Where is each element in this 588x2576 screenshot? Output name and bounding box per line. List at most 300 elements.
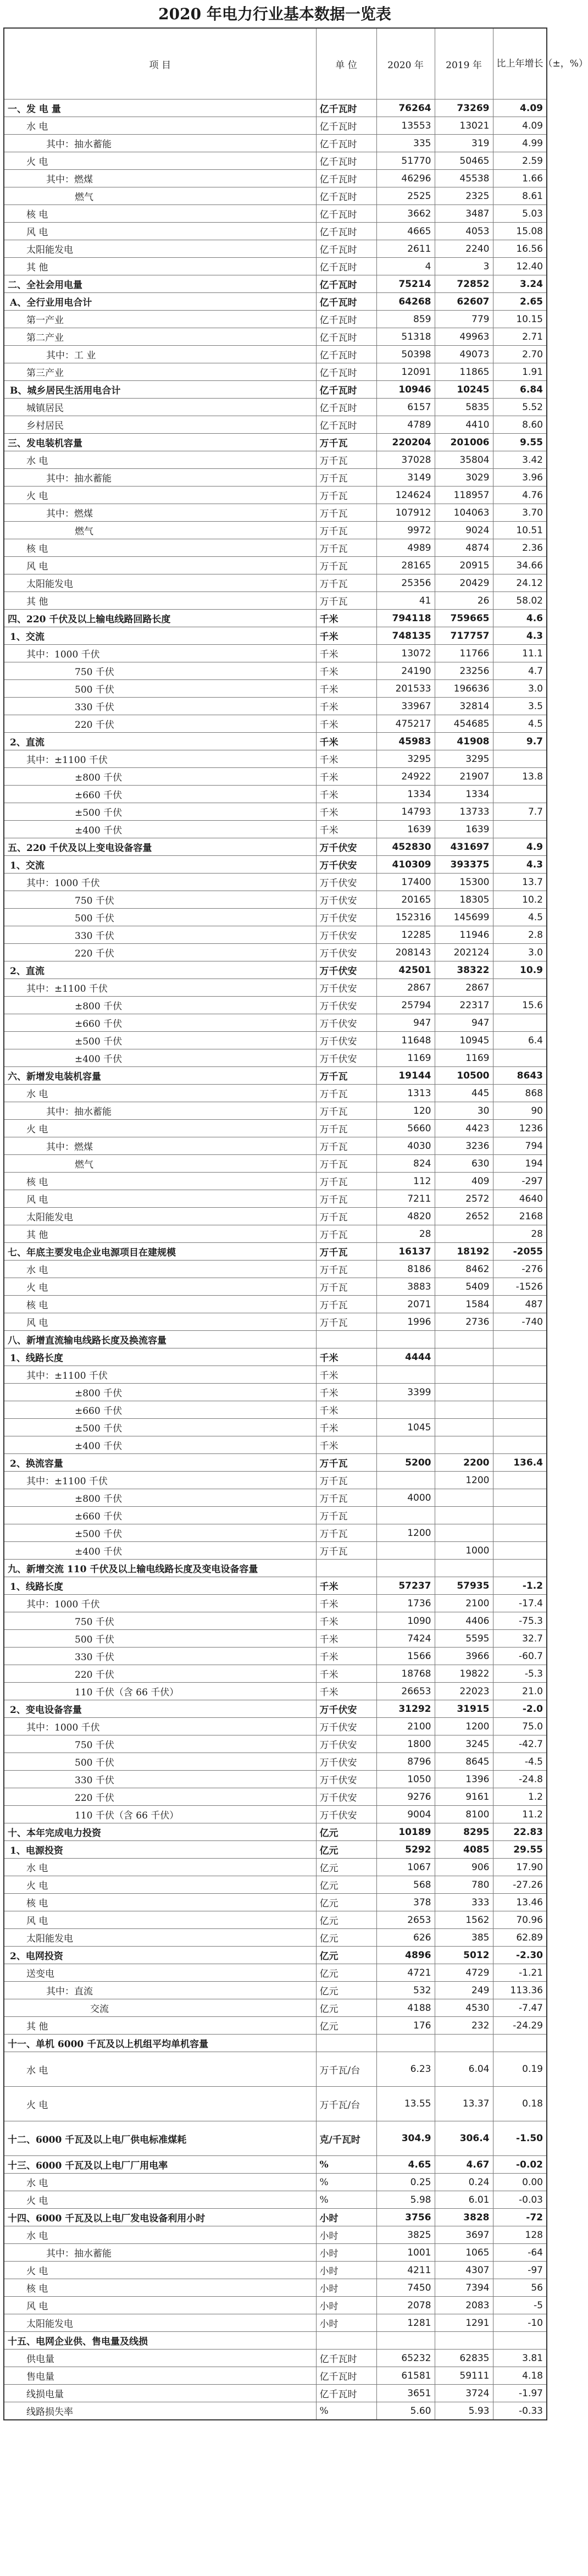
row-growth: -7.47 [493, 1999, 547, 2017]
row-label: ±800 千伏 [4, 997, 316, 1014]
row-label: 火 电 [4, 487, 316, 504]
table-row [4, 381, 547, 399]
row-label: 风 电 [4, 1190, 316, 1208]
row-unit: 亿元 [316, 1982, 376, 1999]
row-label: 其中：工 业 [4, 346, 316, 363]
row-unit: 万千伏安 [316, 909, 376, 926]
row-value-2019 [435, 1436, 493, 1454]
row-label: 水 电 [4, 1085, 316, 1102]
row-label: 燃气 [4, 522, 316, 539]
header-item: 项 目 [4, 28, 316, 99]
row-label: 水 电 [4, 2174, 316, 2191]
row-value-2020: 947 [376, 1014, 435, 1032]
table-row [4, 856, 547, 874]
row-value-2020: 0.25 [376, 2174, 435, 2191]
row-growth: -64 [493, 2244, 547, 2262]
row-label: 其中：1000 千伏 [4, 1718, 316, 1735]
table-row [4, 2052, 547, 2087]
row-value-2020: 41 [376, 592, 435, 610]
row-label: 风 电 [4, 1911, 316, 1929]
row-value-2020: 51318 [376, 328, 435, 346]
row-label: 十、本年完成电力投资 [4, 1823, 316, 1841]
row-value-2020: 1045 [376, 1419, 435, 1436]
table-row [4, 1700, 547, 1718]
row-label: 九、新增交流 110 千伏及以上输电线路长度及变电设备容量 [4, 1560, 316, 1577]
row-value-2020: 17400 [376, 874, 435, 891]
row-value-2019: 5012 [435, 1947, 493, 1964]
table-row [4, 1524, 547, 1542]
row-value-2020: 4188 [376, 1999, 435, 2017]
row-label: 燃气 [4, 187, 316, 205]
row-growth: 90 [493, 1102, 547, 1120]
table-row [4, 1137, 547, 1155]
table-row [4, 2191, 547, 2209]
table-row [4, 1190, 547, 1208]
row-unit: 亿元 [316, 1894, 376, 1911]
row-unit: % [316, 2174, 376, 2191]
table-row [4, 1331, 547, 1348]
table-row [4, 1753, 547, 1771]
row-unit: 万千伏安 [316, 1788, 376, 1806]
table-row [4, 1823, 547, 1841]
row-unit: 千米 [316, 1665, 376, 1683]
row-unit: 千米 [316, 1384, 376, 1401]
row-growth: -10 [493, 2314, 547, 2332]
table-row [4, 504, 547, 522]
row-value-2019: 717757 [435, 627, 493, 645]
row-unit: 万千瓦 [316, 539, 376, 557]
row-unit: 万千瓦 [316, 557, 376, 574]
table-row [4, 680, 547, 698]
row-label: 330 千伏 [4, 698, 316, 715]
row-value-2019: 5.93 [435, 2402, 493, 2420]
row-unit: 千米 [316, 1683, 376, 1700]
row-value-2019: 15300 [435, 874, 493, 891]
data-table [3, 27, 588, 2420]
row-value-2019: 3487 [435, 205, 493, 223]
row-value-2020: 452830 [376, 838, 435, 856]
table-row [4, 1472, 547, 1489]
row-label: ±400 千伏 [4, 1542, 316, 1560]
row-growth [493, 1014, 547, 1032]
row-value-2019: 3236 [435, 1137, 493, 1155]
table-row [4, 1225, 547, 1243]
row-value-2020: 24922 [376, 768, 435, 786]
table-row [4, 170, 547, 187]
table-row [4, 1454, 547, 1472]
table-row [4, 223, 547, 240]
table-row [4, 961, 547, 979]
row-label: 太阳能发电 [4, 1208, 316, 1225]
row-value-2019: 18305 [435, 891, 493, 909]
row-value-2019: 906 [435, 1859, 493, 1876]
row-growth: 136.4 [493, 1454, 547, 1472]
table-row [4, 240, 547, 258]
table-row [4, 874, 547, 891]
row-growth: 4.9 [493, 838, 547, 856]
table-row [4, 363, 547, 381]
row-growth: 4.6 [493, 610, 547, 627]
row-unit: 万千伏安 [316, 1014, 376, 1032]
row-label: 七、年底主要发电企业电源项目在建规模 [4, 1243, 316, 1261]
row-value-2020: 3399 [376, 1384, 435, 1401]
row-value-2019: 8462 [435, 1261, 493, 1278]
row-growth [493, 1049, 547, 1067]
table-row [4, 627, 547, 645]
row-value-2020: 5.98 [376, 2191, 435, 2209]
row-label: A、全行业用电合计 [4, 293, 316, 311]
row-value-2020: 794118 [376, 610, 435, 627]
row-unit: 万千瓦 [316, 469, 376, 487]
row-value-2019: 22317 [435, 997, 493, 1014]
row-value-2020: 532 [376, 1982, 435, 1999]
row-value-2019 [435, 1419, 493, 1436]
row-growth [493, 1560, 547, 1577]
row-value-2020: 18768 [376, 1665, 435, 1683]
row-unit: 亿千瓦时 [316, 223, 376, 240]
row-growth: 62.89 [493, 1929, 547, 1947]
table-row [4, 187, 547, 205]
row-growth [493, 1489, 547, 1507]
row-value-2020 [376, 1507, 435, 1524]
row-growth: 4.7 [493, 662, 547, 680]
row-growth: -0.33 [493, 2402, 547, 2420]
row-unit: 万千瓦 [316, 1261, 376, 1278]
table-row [4, 1771, 547, 1788]
row-growth: 3.81 [493, 2350, 547, 2367]
row-value-2020: 19144 [376, 1067, 435, 1085]
row-growth: -2.0 [493, 1700, 547, 1718]
row-value-2020: 4989 [376, 539, 435, 557]
row-value-2019 [435, 1560, 493, 1577]
row-unit: 万千伏安 [316, 979, 376, 997]
row-value-2020: 25794 [376, 997, 435, 1014]
row-label: 核 电 [4, 1894, 316, 1911]
row-value-2019: 409 [435, 1173, 493, 1190]
row-value-2020: 7424 [376, 1630, 435, 1648]
row-unit: 小时 [316, 2279, 376, 2297]
row-value-2019: 10245 [435, 381, 493, 399]
row-unit: 亿千瓦时 [316, 2385, 376, 2402]
row-label: 水 电 [4, 2226, 316, 2244]
row-unit: 亿千瓦时 [316, 363, 376, 381]
row-value-2020: 1800 [376, 1735, 435, 1753]
row-unit: 万千瓦 [316, 1507, 376, 1524]
row-growth: -5 [493, 2297, 547, 2314]
table-row [4, 821, 547, 838]
row-label: 十二、6000 千瓦及以上电厂供电标准煤耗 [4, 2121, 316, 2156]
row-unit: % [316, 2156, 376, 2174]
row-value-2020: 46296 [376, 170, 435, 187]
row-label: 十四、6000 千瓦及以上电厂发电设备利用小时 [4, 2209, 316, 2226]
row-value-2020: 6157 [376, 399, 435, 416]
row-value-2020: 12091 [376, 363, 435, 381]
table-row [4, 346, 547, 363]
row-value-2019: 19822 [435, 1665, 493, 1683]
row-value-2019: 759665 [435, 610, 493, 627]
row-value-2019: 50465 [435, 152, 493, 170]
row-unit: 万千瓦 [316, 1243, 376, 1261]
row-value-2020: 378 [376, 1894, 435, 1911]
row-value-2019: 21907 [435, 768, 493, 786]
row-label: 110 千伏（含 66 千伏） [4, 1683, 316, 1700]
row-unit: 万千瓦 [316, 434, 376, 451]
row-label: 线损电量 [4, 2385, 316, 2402]
table-row [4, 1085, 547, 1102]
row-value-2019: 41908 [435, 733, 493, 750]
row-value-2019: 7394 [435, 2279, 493, 2297]
row-value-2020: 4000 [376, 1489, 435, 1507]
row-value-2020: 37028 [376, 451, 435, 469]
row-value-2020: 410309 [376, 856, 435, 874]
row-label: 火 电 [4, 152, 316, 170]
row-value-2019: 72852 [435, 275, 493, 293]
row-value-2019: 4.67 [435, 2156, 493, 2174]
row-label: 火 电 [4, 1278, 316, 1296]
row-label: 其中：抽水蓄能 [4, 135, 316, 152]
row-unit: 万千瓦 [316, 451, 376, 469]
row-growth: 4.99 [493, 135, 547, 152]
row-unit: 千米 [316, 715, 376, 733]
table-row [4, 2087, 547, 2121]
row-unit: 千米 [316, 1436, 376, 1454]
row-value-2019: 2240 [435, 240, 493, 258]
row-label: 核 电 [4, 2279, 316, 2297]
row-growth [493, 821, 547, 838]
row-label: 风 电 [4, 223, 316, 240]
row-value-2019: 445 [435, 1085, 493, 1102]
row-value-2019: 1639 [435, 821, 493, 838]
row-label: 风 电 [4, 1313, 316, 1331]
row-unit: 万千伏安 [316, 874, 376, 891]
row-value-2019: 23256 [435, 662, 493, 680]
row-growth: -1.50 [493, 2121, 547, 2156]
row-growth: -5.3 [493, 1665, 547, 1683]
row-growth: 29.55 [493, 1841, 547, 1859]
table-row [4, 399, 547, 416]
table-row [4, 1032, 547, 1049]
row-value-2019: 431697 [435, 838, 493, 856]
row-value-2020: 1736 [376, 1595, 435, 1612]
row-value-2020: 335 [376, 135, 435, 152]
row-growth: 2.70 [493, 346, 547, 363]
table-row [4, 1278, 547, 1296]
row-value-2020: 859 [376, 311, 435, 328]
row-unit: 千米 [316, 1419, 376, 1436]
row-value-2020: 10946 [376, 381, 435, 399]
table-row [4, 487, 547, 504]
row-unit: 亿千瓦时 [316, 187, 376, 205]
row-value-2020: 8186 [376, 1261, 435, 1278]
row-value-2019: 20429 [435, 574, 493, 592]
row-value-2020: 7450 [376, 2279, 435, 2297]
row-unit: 亿元 [316, 1929, 376, 1947]
row-value-2020 [376, 2332, 435, 2350]
table-row [4, 2017, 547, 2035]
row-unit: 万千伏安 [316, 997, 376, 1014]
row-label: ±400 千伏 [4, 1049, 316, 1067]
row-unit [316, 1560, 376, 1577]
row-growth: 868 [493, 1085, 547, 1102]
row-label: 四、220 千伏及以上输电线路回路长度 [4, 610, 316, 627]
row-value-2020: 3662 [376, 205, 435, 223]
row-value-2019: 35804 [435, 451, 493, 469]
table-row [4, 1542, 547, 1560]
row-label: 其中：1000 千伏 [4, 1595, 316, 1612]
row-value-2019: 9161 [435, 1788, 493, 1806]
row-growth: 75.0 [493, 1718, 547, 1735]
row-value-2020: 1169 [376, 1049, 435, 1067]
row-label: ±400 千伏 [4, 821, 316, 838]
row-value-2020: 4211 [376, 2262, 435, 2279]
row-unit: 万千伏安 [316, 926, 376, 944]
row-growth: 2.65 [493, 293, 547, 311]
row-unit: 万千瓦/台 [316, 2052, 376, 2087]
row-value-2020: 4721 [376, 1964, 435, 1982]
table-row [4, 1735, 547, 1753]
row-growth: -2.30 [493, 1947, 547, 1964]
row-unit: 亿元 [316, 1911, 376, 1929]
row-growth: 3.0 [493, 680, 547, 698]
row-label: 火 电 [4, 1120, 316, 1137]
row-growth: -1.97 [493, 2385, 547, 2402]
row-value-2019: 5595 [435, 1630, 493, 1648]
row-value-2020: 31292 [376, 1700, 435, 1718]
row-growth: 128 [493, 2226, 547, 2244]
row-value-2019: 145699 [435, 909, 493, 926]
table-row [4, 434, 547, 451]
table-row [4, 909, 547, 926]
row-growth: 8.61 [493, 187, 547, 205]
table-row [4, 1841, 547, 1859]
row-value-2019: 30 [435, 1102, 493, 1120]
row-label: 220 千伏 [4, 1665, 316, 1683]
row-value-2019 [435, 1507, 493, 1524]
row-value-2020: 5660 [376, 1120, 435, 1137]
row-growth [493, 1384, 547, 1401]
row-growth: -97 [493, 2262, 547, 2279]
row-label: 售电量 [4, 2367, 316, 2385]
row-value-2020: 75214 [376, 275, 435, 293]
row-value-2020: 152316 [376, 909, 435, 926]
row-value-2019 [435, 1489, 493, 1507]
row-unit: 万千伏安 [316, 1771, 376, 1788]
row-unit: 亿千瓦时 [316, 205, 376, 223]
row-label: 水 电 [4, 2052, 316, 2087]
row-growth: 0.18 [493, 2087, 547, 2121]
table-body [4, 99, 547, 2420]
row-label: 其中：燃煤 [4, 504, 316, 522]
row-unit: 亿元 [316, 1876, 376, 1894]
table-row [4, 311, 547, 328]
row-value-2019: 3724 [435, 2385, 493, 2402]
row-value-2019: 18192 [435, 1243, 493, 1261]
table-row [4, 2402, 547, 2420]
row-unit [316, 1331, 376, 1348]
row-growth [493, 1366, 547, 1384]
table-row [4, 1947, 547, 1964]
row-label: 2、变电设备容量 [4, 1700, 316, 1718]
row-label: 其中：燃煤 [4, 170, 316, 187]
row-value-2020: 9972 [376, 522, 435, 539]
row-value-2019: 32814 [435, 698, 493, 715]
row-value-2019: 2200 [435, 1454, 493, 1472]
row-unit: 亿千瓦时 [316, 275, 376, 293]
row-growth: 3.70 [493, 504, 547, 522]
row-value-2020 [376, 1472, 435, 1489]
row-growth: 3.5 [493, 698, 547, 715]
table-row [4, 1102, 547, 1120]
row-value-2019: 22023 [435, 1683, 493, 1700]
row-value-2019: 780 [435, 1876, 493, 1894]
row-value-2019: 196636 [435, 680, 493, 698]
row-unit: 亿千瓦时 [316, 2367, 376, 2385]
row-label: ±660 千伏 [4, 1014, 316, 1032]
table-row [4, 838, 547, 856]
row-value-2020: 4896 [376, 1947, 435, 1964]
row-unit: 千米 [316, 627, 376, 645]
table-row [4, 1612, 547, 1630]
row-unit: 千米 [316, 1648, 376, 1665]
table-row [4, 1630, 547, 1648]
table-row [4, 1313, 547, 1331]
row-value-2019: 779 [435, 311, 493, 328]
row-growth: -4.5 [493, 1753, 547, 1771]
table-row [4, 733, 547, 750]
row-value-2020: 3756 [376, 2209, 435, 2226]
row-growth: 3.96 [493, 469, 547, 487]
row-growth: -1.21 [493, 1964, 547, 1982]
table-row [4, 1155, 547, 1173]
row-label: 220 千伏 [4, 715, 316, 733]
row-value-2020: 1281 [376, 2314, 435, 2332]
row-value-2020 [376, 1401, 435, 1419]
row-unit: 亿千瓦时 [316, 399, 376, 416]
row-label: 330 千伏 [4, 1771, 316, 1788]
row-label: 核 电 [4, 205, 316, 223]
row-value-2020: 13.55 [376, 2087, 435, 2121]
row-unit: 亿千瓦时 [316, 170, 376, 187]
row-value-2019: 49073 [435, 346, 493, 363]
row-unit: 万千瓦 [316, 1085, 376, 1102]
row-value-2019: 62835 [435, 2350, 493, 2367]
row-growth: 34.66 [493, 557, 547, 574]
row-growth: 6.4 [493, 1032, 547, 1049]
row-unit: 亿元 [316, 1964, 376, 1982]
row-label: 太阳能发电 [4, 240, 316, 258]
row-growth: -27.26 [493, 1876, 547, 1894]
row-value-2020: 1001 [376, 2244, 435, 2262]
table-row [4, 2385, 547, 2402]
row-label: 500 千伏 [4, 909, 316, 926]
row-label: 八、新增直流输电线路长度及换流容量 [4, 1331, 316, 1348]
row-unit: 万千瓦 [316, 1524, 376, 1542]
row-value-2019: 38322 [435, 961, 493, 979]
row-value-2019 [435, 1384, 493, 1401]
row-label: 太阳能发电 [4, 1929, 316, 1947]
row-growth: 4.3 [493, 856, 547, 874]
row-label: 乡村居民 [4, 416, 316, 434]
row-value-2019: 10945 [435, 1032, 493, 1049]
row-value-2020: 4665 [376, 223, 435, 240]
row-unit: 千米 [316, 698, 376, 715]
row-value-2019: 4085 [435, 1841, 493, 1859]
row-growth [493, 1507, 547, 1524]
table-row [4, 1683, 547, 1700]
row-label: ±500 千伏 [4, 1419, 316, 1436]
row-growth: 794 [493, 1137, 547, 1155]
row-value-2019: 3828 [435, 2209, 493, 2226]
